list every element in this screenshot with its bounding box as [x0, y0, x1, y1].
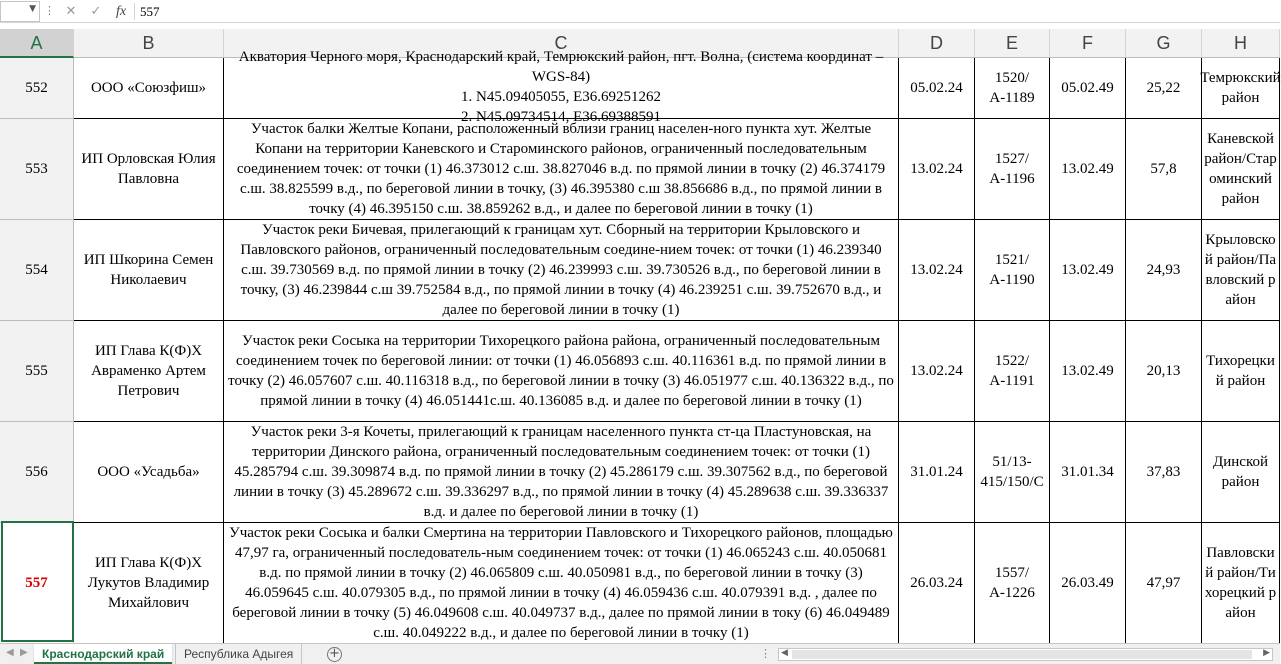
worksheet-grid [0, 49, 1281, 642]
cell-g[interactable]: 37,83 [1126, 422, 1202, 523]
more-options-icon[interactable]: ⋮ [44, 4, 55, 17]
chevron-down-icon[interactable]: ▼ [29, 4, 36, 14]
scroll-left-icon[interactable]: ◀ [6, 647, 14, 658]
name-box[interactable] [0, 1, 40, 22]
cell-e[interactable]: 1522/А-1191 [975, 321, 1050, 422]
column-header-f[interactable]: F [1050, 29, 1126, 58]
scrollbar-right-arrow-icon[interactable]: ▶ [1263, 648, 1270, 658]
cell-e[interactable]: 1520/А-1189 [975, 58, 1050, 119]
column-header-d[interactable]: D [899, 29, 975, 58]
horizontal-scrollbar[interactable] [778, 648, 1273, 661]
cell-c[interactable]: Участок реки Сосыка на территории Тихорецкого района района, ограниченный последовательным соединением точек по береговой линии: от точки (1) 46.056893 с.ш. 40.116361 в.д. по прямой линии в точку (2) 46.057607 с.ш. 40.116318 в.д., по береговой линии в точку (3) 46.051977 с.ш. 40.136322 в.д., по прямой линии в точку (4) 46.051441с.ш. 40.136085 в.д. и далее по береговой линии в точку (1) [224, 321, 899, 422]
cell-d[interactable]: 13.02.24 [899, 119, 975, 220]
sheet-tab-bar [0, 643, 1280, 664]
table-row [0, 220, 1280, 321]
add-sheet-icon[interactable]: + [327, 647, 342, 662]
cancel-icon[interactable]: ✕ [65, 4, 77, 19]
cell-d[interactable]: 31.01.24 [899, 422, 975, 523]
row-header[interactable]: 556 [0, 422, 74, 523]
cell-h[interactable]: Тихорецкий район [1202, 321, 1280, 422]
column-header-b[interactable]: B [74, 29, 224, 58]
column-header-h[interactable]: H [1202, 29, 1280, 58]
cell-b[interactable]: ИП Глава К(Ф)Х Авраменко Артем Петрович [74, 321, 224, 422]
cell-e[interactable]: 1521/А-1190 [975, 220, 1050, 321]
cell-g[interactable]: 57,8 [1126, 119, 1202, 220]
cell-g[interactable]: 20,13 [1126, 321, 1202, 422]
cell-e[interactable]: 1527/А-1196 [975, 119, 1050, 220]
table-row [0, 422, 1280, 523]
cell-e[interactable]: 51/13-415/150/С [975, 422, 1050, 523]
sheet-tab-adygea[interactable]: Республика Адыгея [175, 644, 302, 664]
cell-f[interactable]: 13.02.49 [1050, 220, 1126, 321]
table-row [0, 523, 1280, 644]
cell-b[interactable]: ООО «Усадьба» [74, 422, 224, 523]
cell-f[interactable]: 05.02.49 [1050, 58, 1126, 119]
column-header-e[interactable]: E [975, 29, 1050, 58]
cell-g[interactable]: 24,93 [1126, 220, 1202, 321]
cell-c[interactable] [224, 49, 899, 125]
scroll-right-icon[interactable]: ▶ [20, 647, 28, 658]
cell-c-text: Акватория Черного моря, Краснодарский край, Темрюкский район, пгт. Волна, (система координат – WGS-84) 1. N45.09405055, E36.69251262 2. N45.09734514, E36.69388591 [238, 49, 884, 125]
cell-f[interactable]: 13.02.49 [1050, 321, 1126, 422]
cell-h[interactable]: Темрюкский район [1202, 58, 1280, 119]
cell-b[interactable]: ИП Шкорина Семен Николаевич [74, 220, 224, 321]
cell-g[interactable]: 25,22 [1126, 58, 1202, 119]
column-header-g[interactable]: G [1126, 29, 1202, 58]
cell-d[interactable]: 05.02.24 [899, 58, 975, 119]
scrollbar-thumb[interactable] [792, 650, 1252, 659]
scrollbar-left-arrow-icon[interactable]: ◀ [781, 648, 788, 658]
cell-c[interactable]: Участок реки Сосыка и балки Смертина на территории Павловского и Тихорецкого районов, площадью 47,97 га, ограниченный последователь-ным соединением точек: от точки (1) 46.065243 с.ш. 40.050681 в.д. по прямой линии в точку (2) 46.065809 с.ш. 40.050981 в.д., по береговой линии в точку (3) 46.059645 с.ш. 40.079305 в.д., по прямой линии в точку (4) 46.059436 с.ш. 40.079391 в.д. , далее по береговой линии в точку (5) 46.049608 с.ш. 40.049737 в.д., далее по прямой линии в току (6) 46.049489 с.ш. 40.049222 в.д., и далее по береговой линии в точку (1) [224, 523, 899, 644]
cell-b[interactable]: ИП Глава К(Ф)Х Лукутов Владимир Михайлович [74, 523, 224, 644]
cell-b[interactable]: ООО «Союзфиш» [74, 58, 224, 119]
table-row [0, 119, 1280, 220]
cell-c[interactable]: Участок реки Бичевая, прилегающий к границам хут. Сборный на территории Крыловского и Павловского районов, ограниченный последовательным соедине-нием точек: от точки (1) 46.239340 с.ш. 39.730569 в.д. по прямой линии в точку (2) 46.239993 с.ш. 39.730526 в.д., по береговой линии в точку, (3) 46.239844 с.ш 39.752584 в.д., по прямой линии в точку (4) 46.239251 с.ш. 39.752670 в.д., и далее по береговой линии в точку (1) [224, 220, 899, 321]
row-header[interactable]: 554 [0, 220, 74, 321]
cell-h[interactable]: Павловский район/Тихорецкий район [1202, 523, 1280, 644]
cell-c[interactable]: Участок балки Желтые Копани, расположенный вблизи границ населен-ного пункта хут. Желтые Копани на территории Каневского и Староминского районов, ограниченный последовательным соединением точек: от точки (1) 46.373012 с.ш. 38.827046 в.д. по прямой линии в точку (2) 46.374179 с.ш. 38.825599 в.д., по береговой линии в точку, (3) 46.395380 с.ш 38.856686 в.д., по прямой линии в точку (4) 46.395150 с.ш. 38.859262 в.д., и далее по береговой линии в точку (1) [224, 119, 899, 220]
formula-input[interactable]: 557 [140, 4, 160, 19]
row-header[interactable]: 555 [0, 321, 74, 422]
formula-bar [0, 0, 1280, 23]
row-header[interactable]: 553 [0, 119, 74, 220]
enter-icon[interactable]: ✓ [90, 4, 102, 19]
sheet-tab-krasnodar[interactable]: Краснодарский край [34, 644, 172, 664]
cell-f[interactable]: 26.03.49 [1050, 523, 1126, 644]
formula-divider [134, 3, 135, 20]
cell-f[interactable]: 13.02.49 [1050, 119, 1126, 220]
tab-splitter-icon[interactable]: ⋮ [760, 647, 771, 660]
table-row [0, 321, 1280, 422]
column-header-c[interactable]: C [224, 29, 899, 58]
cell-h[interactable]: Динской район [1202, 422, 1280, 523]
column-header-a[interactable]: A [0, 29, 74, 58]
cell-h[interactable]: Каневской район/Староминский район [1202, 119, 1280, 220]
row-header-selected[interactable]: 557 [0, 523, 74, 644]
cell-e[interactable]: 1557/А-1226 [975, 523, 1050, 644]
table-row [0, 49, 1281, 125]
row-header[interactable]: 552 [0, 58, 74, 119]
cell-f[interactable]: 31.01.34 [1050, 422, 1126, 523]
cell-c[interactable]: Участок реки 3-я Кочеты, прилегающий к границам населенного пункта ст-ца Пластуновская, на территории Динского района, ограниченный последовательным соединением точек: от точки (1) 45.285794 с.ш. 39.309874 в.д. по прямой линии в точку (2) 45.286179 с.ш. 39.307562 в.д., по береговой линии в точку (3) 45.289672 с.ш. 39.336297 в.д., по прямой линии в точку (4) 45.289638 с.ш. 39.336337 в.д. и далее по береговой линии в точку (1) [224, 422, 899, 523]
cell-d[interactable]: 13.02.24 [899, 220, 975, 321]
insert-function-icon[interactable]: fx [115, 4, 127, 19]
cell-h[interactable]: Крыловской район/Павловский район [1202, 220, 1280, 321]
cell-d[interactable]: 26.03.24 [899, 523, 975, 644]
cell-d[interactable]: 13.02.24 [899, 321, 975, 422]
cell-b[interactable]: ИП Орловская Юлия Павловна [74, 119, 224, 220]
cell-g[interactable]: 47,97 [1126, 523, 1202, 644]
